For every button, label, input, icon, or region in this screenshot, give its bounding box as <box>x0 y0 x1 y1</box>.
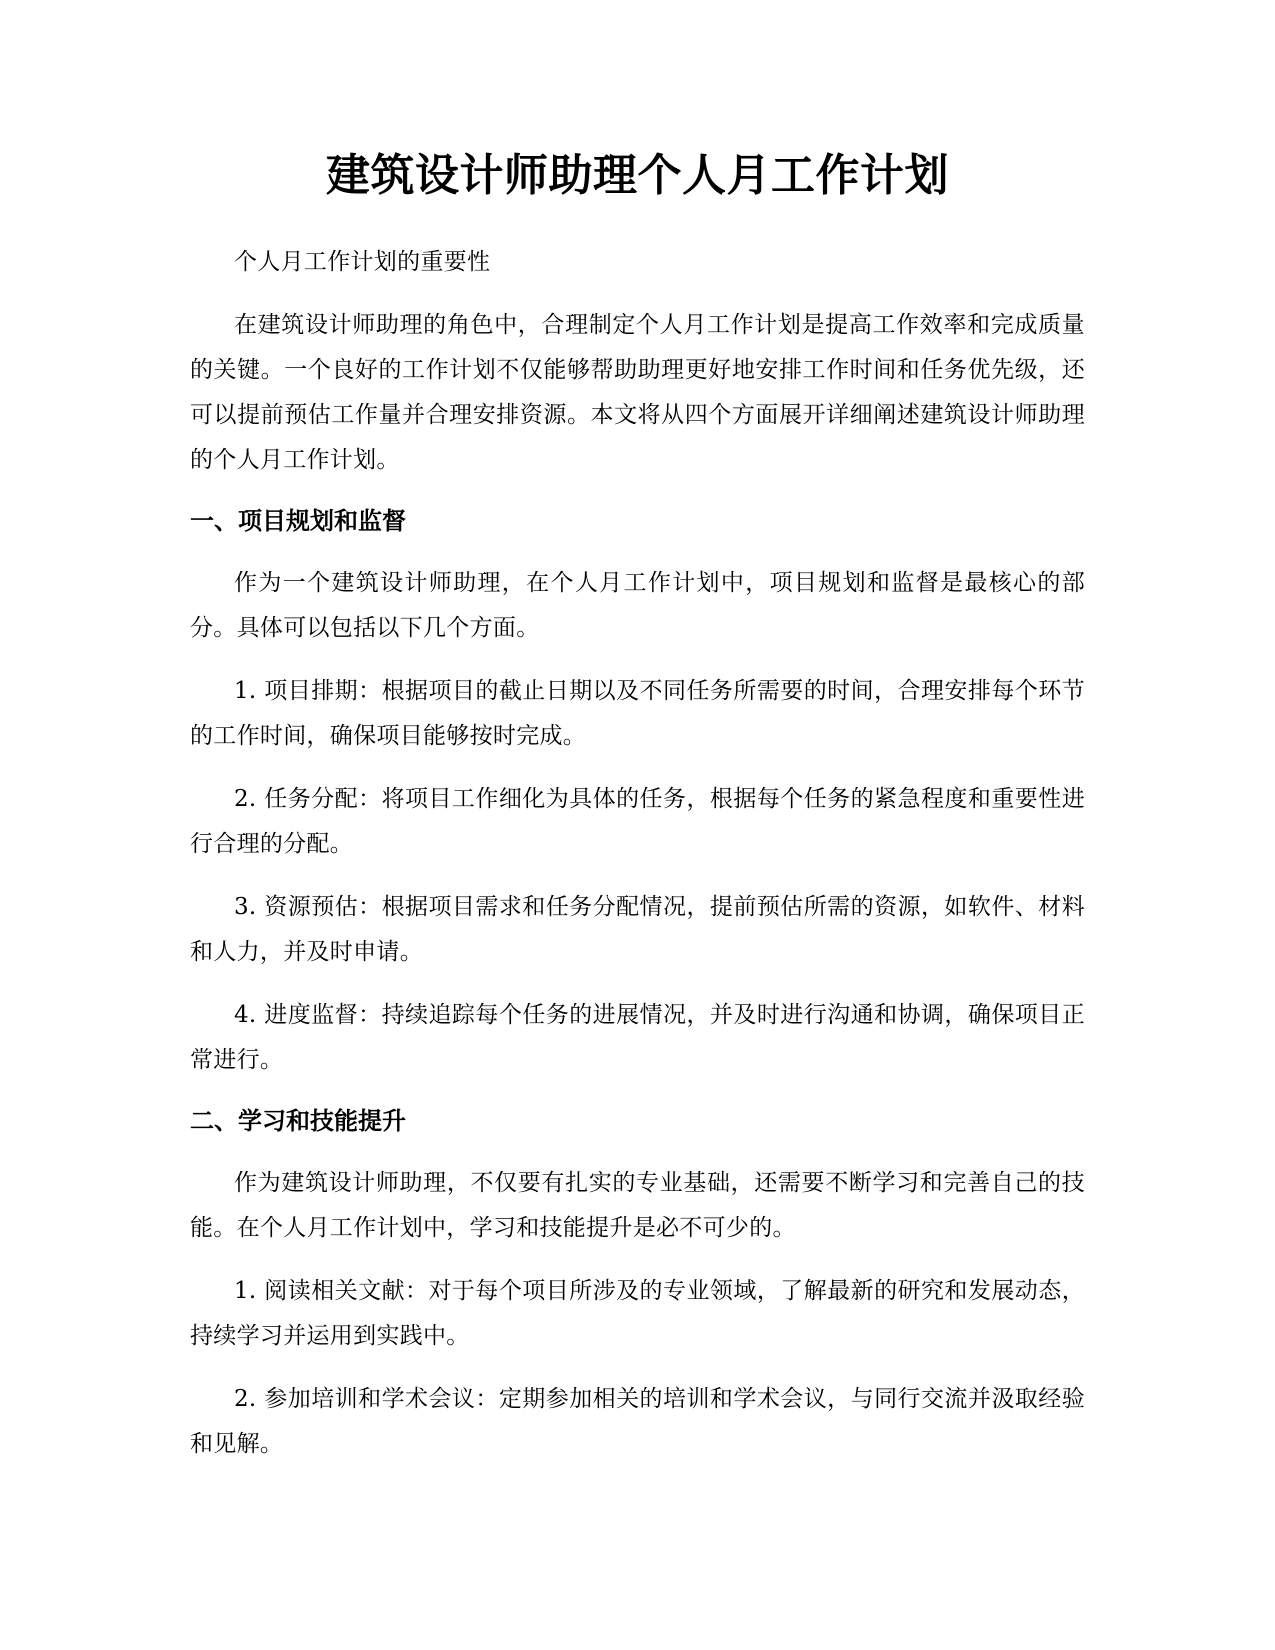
section-heading-learning: 二、学习和技能提升 <box>190 1107 406 1135</box>
list-item: 1. 阅读相关文献：对于每个项目所涉及的专业领域，了解最新的研究和发展动态，持续学习并运用到实践中。 <box>190 1278 1085 1349</box>
list-item: 4. 进度监督：持续追踪每个任务的进展情况，并及时进行沟通和协调，确保项目正常进行。 <box>190 1002 1085 1073</box>
intro-paragraph: 在建筑设计师助理的角色中，合理制定个人月工作计划是提高工作效率和完成质量的关键。一个良好的工作计划不仅能够帮助助理更好地安排工作时间和任务优先级，还可以提前预估工作量并合理安排资源。本文将从四个方面展开详细阐述建筑设计师助理的个人月工作计划。 <box>190 312 1085 473</box>
document-title: 建筑设计师助理个人月工作计划 <box>326 150 949 201</box>
section-intro: 作为一个建筑设计师助理，在个人月工作计划中，项目规划和监督是最核心的部分。具体可以包括以下几个方面。 <box>190 570 1085 641</box>
document-body <box>190 240 1085 1485</box>
list-item: 2. 参加培训和学术会议：定期参加相关的培训和学术会议，与同行交流并汲取经验和见解。 <box>190 1386 1085 1457</box>
list-item: 2. 任务分配：将项目工作细化为具体的任务，根据每个任务的紧急程度和重要性进行合理的分配。 <box>190 786 1085 857</box>
section-heading-project-planning: 一、项目规划和监督 <box>190 507 406 535</box>
intro-heading: 个人月工作计划的重要性 <box>234 249 491 275</box>
list-item: 3. 资源预估：根据项目需求和任务分配情况，提前预估所需的资源，如软件、材料和人力，并及时申请。 <box>190 894 1085 965</box>
list-item: 1. 项目排期：根据项目的截止日期以及不同任务所需要的时间，合理安排每个环节的工作时间，确保项目能够按时完成。 <box>190 678 1085 749</box>
section-intro: 作为建筑设计师助理，不仅要有扎实的专业基础，还需要不断学习和完善自己的技能。在个人月工作计划中，学习和技能提升是必不可少的。 <box>190 1170 1085 1241</box>
